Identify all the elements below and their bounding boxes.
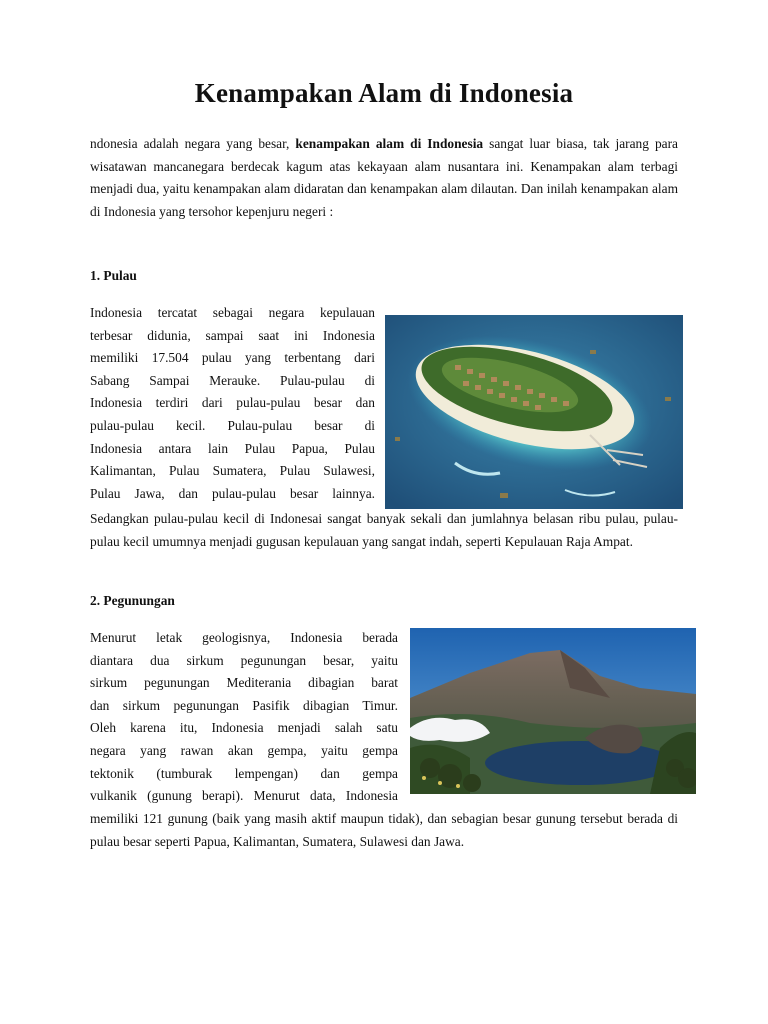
- intro-paragraph: [90, 133, 678, 223]
- page-title: Kenampakan Alam di Indonesia: [194, 78, 574, 108]
- text-line: negara yang rawan akan gempa, yaitu gempa: [90, 742, 398, 758]
- pegunungan-continuation: memiliki 121 gunung (baik yang masih aktif maupun tidak), dan sebagian besar gunung tersebut berada di pulau besar seperti Papua, Kalimantan, Sumatera, Sulawesi dan Jawa.: [90, 811, 678, 849]
- text-line: terbesar didunia, sampai saat ini Indonesia: [90, 327, 375, 343]
- section-heading-pegunungan: 2. Pegunungan: [90, 593, 175, 608]
- mountain-photo: [410, 628, 696, 794]
- text-line: vulkanik (gunung berapi). Menurut data, Indonesia: [90, 788, 398, 804]
- text-line: Indonesia terdiri dari pulau-pulau besar dan: [90, 395, 375, 411]
- text-line: Sabang Sampai Merauke. Pulau-pulau di: [90, 372, 375, 388]
- text-line: Kalimantan, Pulau Sumatera, Pulau Sulawesi,: [90, 463, 375, 479]
- island-photo: [385, 315, 683, 509]
- text-line: Pulau Jawa, dan pulau-pulau besar lainnya.: [90, 485, 375, 501]
- intro-bold-keyword: kenampakan alam di Indonesia: [295, 136, 484, 151]
- text-line: Indonesia tercatat sebagai negara kepulauan: [90, 305, 375, 320]
- text-line: tektonik (tumburak lempengan) dan gempa: [90, 765, 398, 781]
- text-line: memiliki 17.504 pulau yang terbentang dari: [90, 350, 375, 366]
- text-line: pulau-pulau kecil. Pulau-pulau besar di: [90, 417, 375, 433]
- pulau-column-text: [90, 302, 375, 505]
- text-line: Indonesia antara lain Pulau Papua, Pulau: [90, 440, 375, 456]
- text-line: Menurut letak geologisnya, Indonesia berada: [90, 630, 398, 645]
- text-line: dan sirkum pegunungan Pasifik dibagian Timur.: [90, 697, 398, 713]
- intro-text-rest: sangat luar biasa, tak jarang para wisatawan mancanegara berdecak kagum atas kekayaan alam nusantara ini. Kenampakan alam terbagi menjadi dua, yaitu kenampakan alam didaratan dan kenampakan alam dilautan. Dan inilah kenampakan alam di Indonesia yang tersohor kepenjuru negeri :: [90, 136, 678, 219]
- text-line: Oleh karena itu, Indonesia menjadi salah satu: [90, 720, 398, 736]
- pegunungan-column-text: [90, 627, 398, 808]
- section-heading-pulau: 1. Pulau: [90, 268, 137, 283]
- text-line: sirkum pegunungan Mediterania dibagian barat: [90, 675, 398, 691]
- pulau-continuation: Sedangkan pulau-pulau kecil di Indonesai sangat banyak sekali dan jumlahnya belasan ribu pulau, pulau-pulau kecil umumnya menjadi gugusan kepulauan yang sangat indah, seperti Kepulauan Raja Ampat.: [90, 511, 678, 549]
- text-line: diantara dua sirkum pegunungan besar, yaitu: [90, 652, 398, 668]
- intro-text-start: ndonesia adalah negara yang besar,: [90, 136, 296, 151]
